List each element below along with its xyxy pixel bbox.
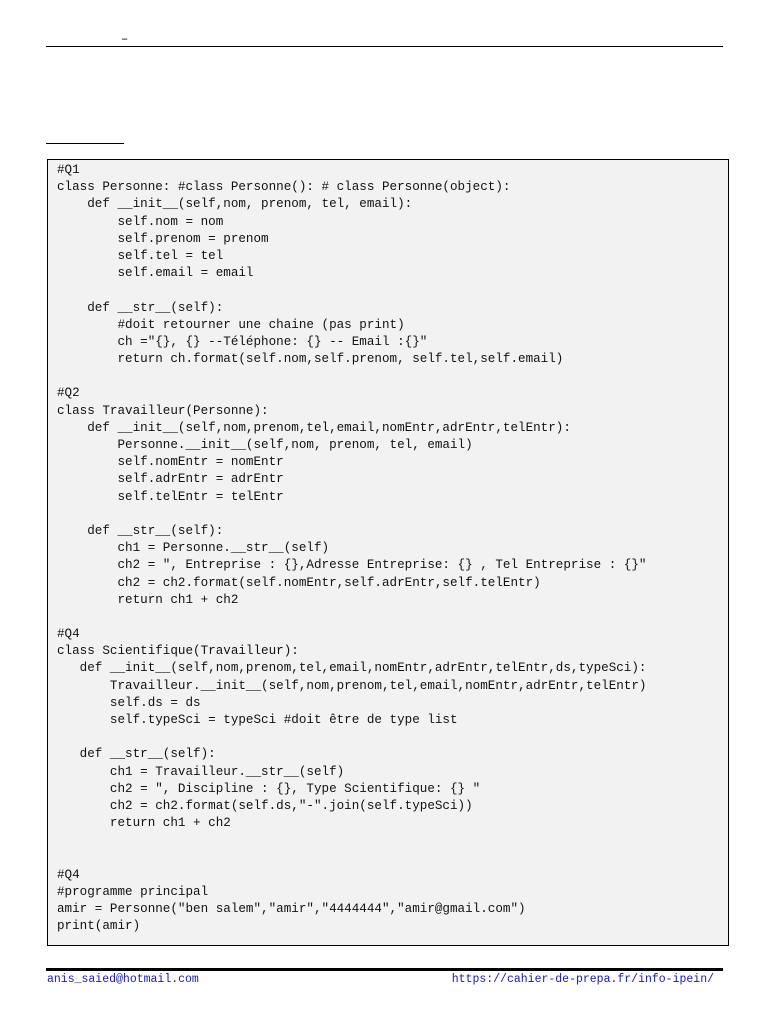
code-line xyxy=(57,609,728,626)
code-line: self.ds = ds xyxy=(57,695,201,710)
code-line: ch2 = ", Entreprise : {},Adresse Entreprise: {} , Tel Entreprise : {}" xyxy=(57,558,647,573)
code-line: self.tel = tel xyxy=(57,248,224,263)
code-line xyxy=(57,832,728,849)
code-line xyxy=(57,850,728,867)
code-line xyxy=(57,282,728,299)
code-line: amir = Personne("ben salem","amir","4444444","amir@gmail.com") xyxy=(57,902,526,917)
code-line: Personne.__init__(self,nom, prenom, tel, email) xyxy=(57,438,473,452)
code-line: return ch.format(self.nom,self.prenom, self.tel,self.email) xyxy=(57,352,564,367)
code-line: self.nomEntr = nomEntr xyxy=(57,455,284,470)
code-line: def __init__(self,nom,prenom,tel,email,nomEntr,adrEntr,telEntr): xyxy=(57,420,571,435)
code-line: #Q4 xyxy=(57,867,80,882)
code-line: self.email = email xyxy=(57,266,254,281)
code-line: def __str__(self): xyxy=(57,747,216,762)
code-line: def __str__(self): xyxy=(57,523,224,538)
code-line: def __init__(self,nom,prenom,tel,email,nomEntr,adrEntr,telEntr,ds,typeSci): xyxy=(57,661,647,676)
code-line: print(amir) xyxy=(57,919,141,934)
header-rule xyxy=(46,46,723,47)
code-line: self.adrEntr = adrEntr xyxy=(57,472,284,487)
code-line: #doit retourner une chaine (pas print) xyxy=(57,317,405,332)
code-line xyxy=(57,729,728,746)
code-line: class Scientifique(Travailleur): xyxy=(57,644,299,659)
code-line: return ch1 + ch2 xyxy=(57,816,231,831)
code-line: return ch1 + ch2 xyxy=(57,592,239,607)
code-line xyxy=(57,506,728,523)
code-line: ch2 = ch2.format(self.nomEntr,self.adrEntr,self.telEntr) xyxy=(57,575,541,590)
code-line: self.telEntr = telEntr xyxy=(57,489,284,504)
code-line: ch1 = Personne.__str__(self) xyxy=(57,541,330,556)
code-line: ch2 = ch2.format(self.ds,"-".join(self.typeSci)) xyxy=(57,798,473,813)
section-rule xyxy=(46,143,124,144)
code-line: ch ="{}, {} --Téléphone: {} -- Email :{}" xyxy=(57,334,428,349)
footer-rule xyxy=(46,968,723,971)
code-line: Travailleur.__init__(self,nom,prenom,tel,email,nomEntr,adrEntr,telEntr) xyxy=(57,678,647,693)
code-block xyxy=(47,159,729,946)
footer-url-link[interactable]: https://cahier-de-prepa.fr/info-ipein/ xyxy=(451,973,714,986)
footer-email-link[interactable]: anis_saied@hotmail.com xyxy=(47,973,199,986)
code-line: #programme principal xyxy=(57,884,209,899)
code-line: class Personne: #class Personne(): # class Personne(object): xyxy=(57,180,511,195)
code-line: ch2 = ", Discipline : {}, Type Scientifique: {} " xyxy=(57,781,481,796)
code-line: class Travailleur(Personne): xyxy=(57,403,269,418)
code-line: #Q4 xyxy=(57,627,80,642)
header-mark: – xyxy=(121,32,129,46)
code-line: #Q2 xyxy=(57,386,80,401)
code-line: self.prenom = prenom xyxy=(57,231,269,246)
code-line: def __init__(self,nom, prenom, tel, email): xyxy=(57,197,413,212)
code-line: self.nom = nom xyxy=(57,214,224,229)
code-line xyxy=(57,368,728,385)
code-line: ch1 = Travailleur.__str__(self) xyxy=(57,764,345,779)
code-line: def __str__(self): xyxy=(57,300,224,315)
code-line: self.typeSci = typeSci #doit être de type list xyxy=(57,713,458,727)
code-line: #Q1 xyxy=(57,163,80,177)
